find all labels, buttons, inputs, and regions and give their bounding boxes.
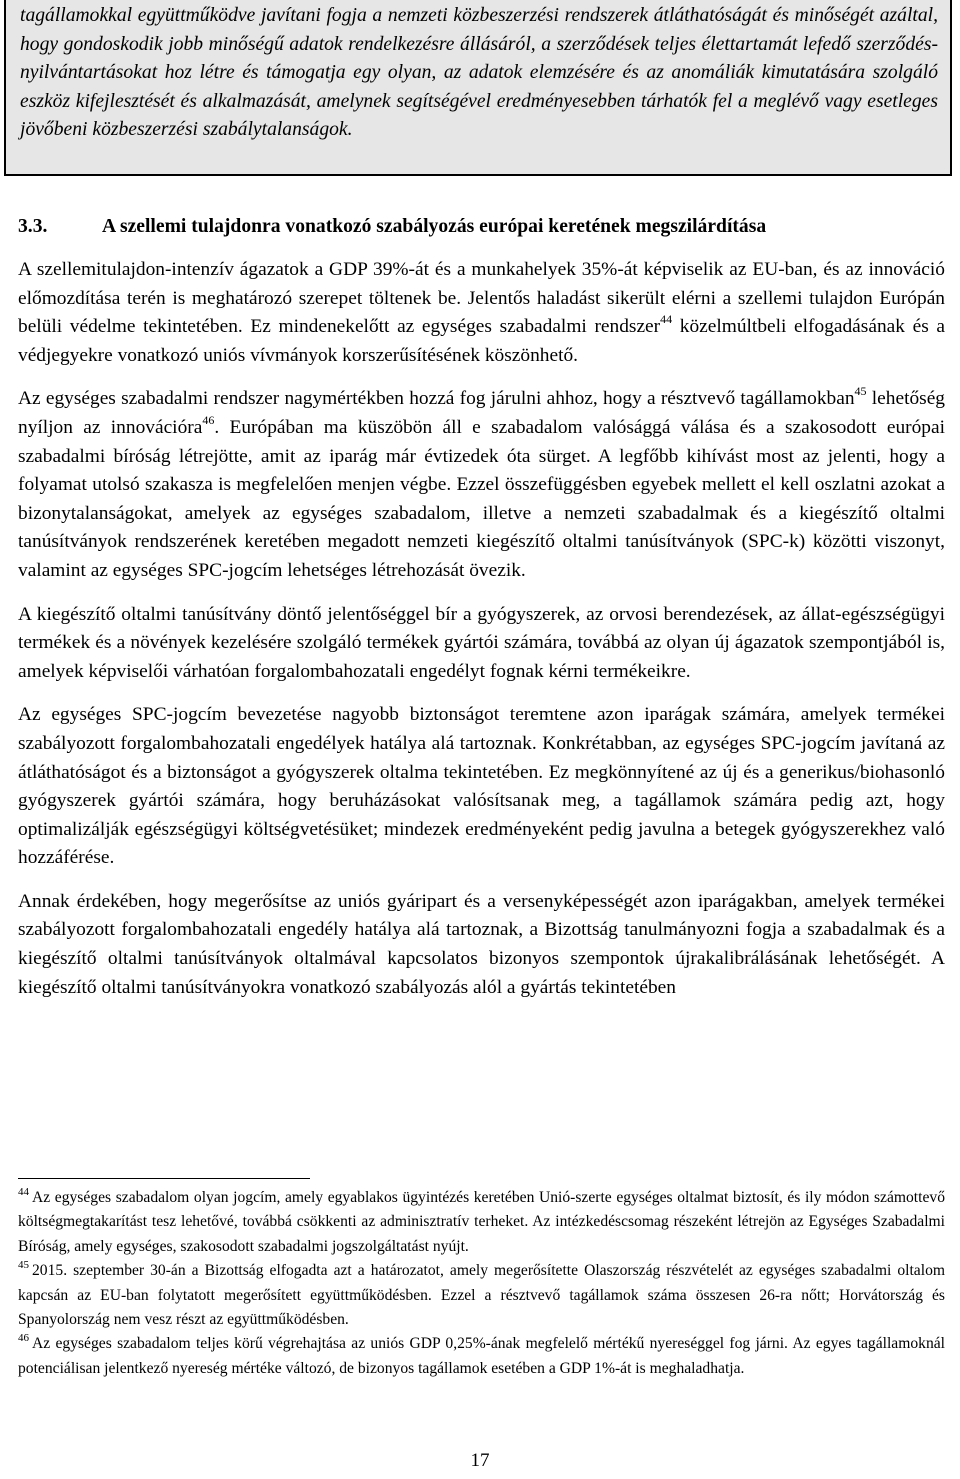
section-number: 3.3. <box>18 216 48 237</box>
footnote-text: Az egységes szabadalom olyan jogcím, amely egyablakos ügyintézés keretében Unió-szerte egységes oltalmat biztosít, és ily módon számottevő költségmegtakarítást tesz lehetővé, továbbá csökkenti az adminisztratív terheket. Az intézkedéscsomag részeként létrejön az Egységes Szabadalmi Bíróság, amely egységes, szakosodott szabadalmi jogszolgáltatást nyújt. <box>18 1189 945 1255</box>
highlighted-text-box <box>4 0 952 176</box>
paragraph-1 <box>18 256 945 370</box>
paragraph-2-text-c: . Európában ma küszöbön áll e szabadalom valósággá válása és a szakosodott európai szabadalmi bíróság létrejötte, amit az iparág már évtizedek óta sürget. A legfőbb kihívást most az jelenti, hogy a folyamat utolsó szakasza is megfelelően menjen végbe. Ezzel összefüggésben egyebek mellett el kell oszlatni azokat a bizonytalanságokat, amelyek az egységes szabadalom, illetve a nemzeti szabadalmak és a kiegészítő oltalmi tanúsítványok rendszerének keretében megadott nemzeti kiegészítő oltalmi tanúsítványok (SPC-k) közötti viszonyt, valamint az egységes SPC-jogcím lehetséges létrehozását övezik. <box>18 416 945 581</box>
footnote-number: 46 <box>18 1332 29 1345</box>
paragraph-3: A kiegészítő oltalmi tanúsítvány döntő jelentőséggel bír a gyógyszerek, az orvosi berendezések, az állat-egészségügyi termékek és a növények kezelésére szolgáló termékek gyártói számára, továbbá az olyan új ágazatok szempontjából is, amelyek képviselői várhatóan forgalombahozatali engedélyt fognak kérni termékeikre. <box>18 603 945 682</box>
paragraph-1-text-b: közelmúltbeli elfogadásának és a védjegyekre vonatkozó uniós vívmányok korszerűsítésének köszönhető. <box>18 316 945 366</box>
section-heading <box>18 214 948 240</box>
page-number: 17 <box>470 1450 490 1471</box>
footnote-divider <box>18 1178 310 1179</box>
paragraph-5: Annak érdekében, hogy megerősítse az uniós gyáripart és a versenyképességét azon iparágakban, amelyek termékei szabályozott forgalombahozatali engedély hatálya alá tartoznak, a Bizottság tanulmányozni fogja a szabadalmak és a kiegészítő oltalmi tanúsítványok oltalmával kapcsolatos bizonyos szempontok újrakalibrálásának lehetőségét. A kiegészítő oltalmi tanúsítványokra vonatkozó szabályozás alól a gyártás tekintetében <box>18 890 945 998</box>
footnote-ref-46[interactable]: 46 <box>202 412 215 427</box>
footnote-45 <box>18 1259 945 1332</box>
footnote-text: Az egységes szabadalom teljes körű végrehajtása az uniós GDP 0,25%-ának megfelelő mértékű nyereséggel fog járni. Az egyes tagállamoknál potenciálisan jelentkező nyereség mértéke változó, de bizonyos tagállamok esetében a GDP 1%-át is meghaladhatja. <box>18 1335 945 1377</box>
footnotes <box>18 1186 945 1381</box>
footnote-46 <box>18 1332 945 1381</box>
footnote-ref-45[interactable]: 45 <box>854 384 867 399</box>
paragraph-2-text-a: Az egységes szabadalmi rendszer nagymértékben hozzá fog járulni ahhoz, hogy a résztvevő tagállamokban <box>18 388 855 410</box>
paragraph-4: Az egységes SPC-jogcím bevezetése nagyobb biztonságot teremtene azon iparágak számára, amelyek termékei szabályozott forgalombahozatali engedélyek hatálya alá tartoznak. Konkrétabban, az egységes SPC-jogcím javítaná az átláthatóságot és a biztonságot a gyógyszerek oltalma tekintetében. Ez megkönnyítené az új és a generikus/biohasonló gyógyszerek gyártói számára, hogy beruházásokat valósítsanak meg, a tagállamok számára pedig azt, hogy optimalizálják egészségügyi költségvetésüket; mindezek eredményeként pedig javulna a betegek gyógyszerekhez való hozzáférése. <box>18 704 945 869</box>
footnote-44 <box>18 1186 945 1259</box>
footnote-number: 44 <box>18 1186 29 1198</box>
section-title: A szellemi tulajdonra vonatkozó szabályozás európai keretének megszilárdítása <box>102 216 767 237</box>
paragraph-1-text-a: A szellemitulajdon-intenzív ágazatok a GDP 39%-át és a munkahelyek 35%-át képviselik az EU-ban, és az innováció előmozdítása terén is meghatározó szerepet töltenek be. Jelentős haladást sikerült elérni a szellemi tulajdon Európán belüli védelme tekintetében. Ez mindenekelőtt az egységes szabadalmi rendszer <box>18 259 945 338</box>
body-text <box>18 256 945 1017</box>
box-text: tagállamokkal együttműködve javítani fogja a nemzeti közbeszerzési rendszerek átláthatóságát és minőségét azáltal, hogy gondoskodik jobb minőségű adatok rendelkezésre állásáról, a szerződések teljes élettartamát lefedő szerződés-nyilvántartásokat hoz létre és támogatja egy olyan, az adatok elemzésére és az anomáliák kimutatására szolgáló eszköz kifejlesztését és alkalmazását, amelynek segítségével eredményesebben tárhatók fel a meglévő vagy esetleges jövőbeni közbeszerzési szabálytalanságok. <box>20 5 938 141</box>
paragraph-2 <box>18 385 945 585</box>
footnote-number: 45 <box>18 1259 29 1272</box>
footnote-ref-44[interactable]: 44 <box>660 312 673 327</box>
footnote-text: 2015. szeptember 30-án a Bizottság elfogadta azt a határozatot, amely megerősítette Olaszország részvételét az egységes szabadalmi oltalom kapcsán az EU-ban folytatott megerősített együttműködésben. Ezzel a résztvevő tagállamok száma összesen 26-ra nőtt; Horvátország és Spanyolország nem vesz részt az együttműködésben. <box>18 1262 945 1329</box>
paragraph-2-text-b: lehetőség nyíljon az innovációra <box>18 388 945 438</box>
